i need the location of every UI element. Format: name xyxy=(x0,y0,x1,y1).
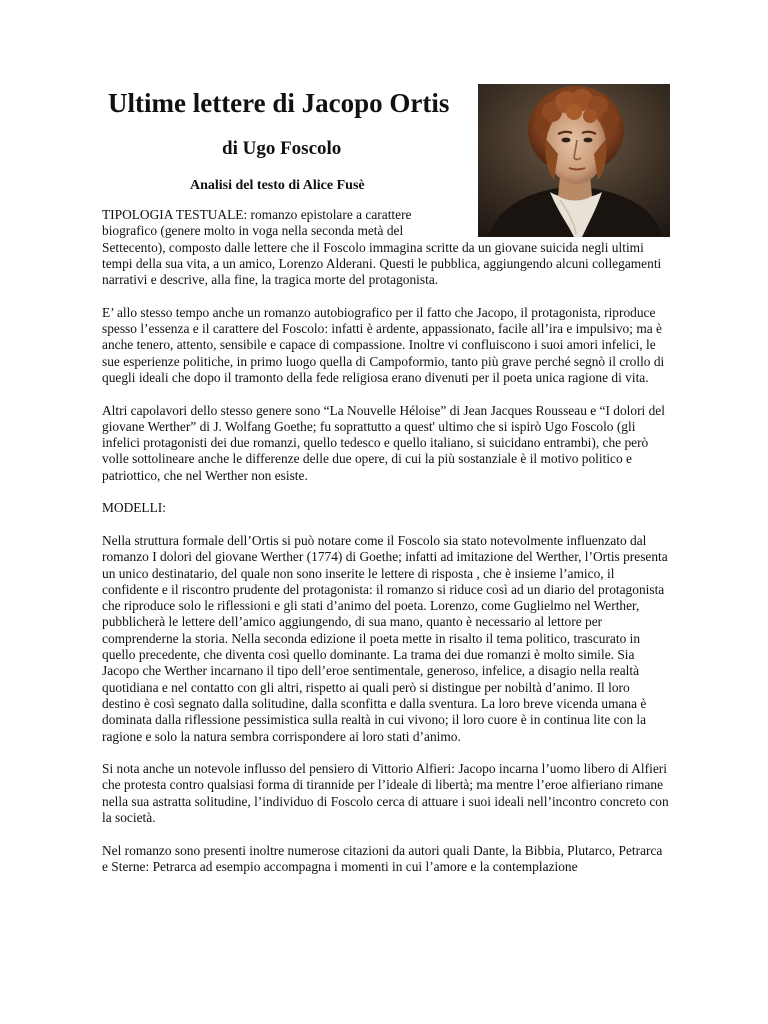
paragraph-tipologia: TIPOLOGIA TESTUALE: romanzo epistolare a carattere biografico (genere molto in voga nella seconda metà del Settecento), composto dalle lettere che il Foscolo immagina scritte da un giovane suicida negli ultimi tempi della sua vita, a un amico, Lorenzo Alderani. Questi le pubblica, aggiungendo alcuni collegamenti narrativi e descrive, alla fine, la tragica morte del protagonista. xyxy=(102,207,662,288)
section-heading-modelli: MODELLI: xyxy=(102,500,166,516)
paragraph-autobiografico: E’ allo stesso tempo anche un romanzo autobiografico per il fatto che Jacopo, il protagonista, riproduce spesso l’essenza e il carattere del Foscolo: infatti è ardente, appassionato, facile all’ira e impulsivo; ma è anche tenero, attento, sensibile e capace di compassione. Inoltre vi confluiscono i suoi amori infelici, le sue esperienze politiche, in primo luogo quella di Campoformio, tanto più grave perché segnò il crollo di quegli ideali che dopo il tramonto della fede religiosa erano divenuti per il poeta unica ragione di vita. xyxy=(102,304,665,385)
paragraph-alfieri: Si nota anche un notevole influsso del pensiero di Vittorio Alfieri: Jacopo incarna l’uomo libero di Alfieri che protesta contro qualsiasi forma di tirannide per l’ideale di libertà; ma mentre l’eroe alfieriano rimane nella sua astratta solitudine, l’individuo di Foscolo cerca di attuare i suoi ideali nell’incontro concreto con la società. xyxy=(102,761,669,825)
document-subtitle: Analisi del testo di Alice Fusè xyxy=(190,178,365,193)
portrait-text-wrap-spacer xyxy=(434,207,670,237)
document-body xyxy=(102,207,670,891)
paragraph-citazioni: Nel romanzo sono presenti inoltre numerose citazioni da autori quali Dante, la Bibbia, Plutarco, Petrarca e Sterne: Petrarca ad esempio accompagna i momenti in cui l’amore e la contemplazione xyxy=(102,842,663,874)
document-author: di Ugo Foscolo xyxy=(222,138,342,159)
paragraph-capolavori: Altri capolavori dello stesso genere sono “La Nouvelle Héloise” di Jean Jacques Rousseau e “I dolori del giovane Werther” di J. Wolfang Goethe; fu soprattutto a quest' ultimo che si ispirò Ugo Foscolo (gli infelici protagonisti dei due romanzi, quello tedesco e quello italiano, si suicidano entrambi), che però volle sottolineare anche le differenze delle due opere, di cui la più sostanziale è il motivo politico e patriottico, che nel Werther non esiste. xyxy=(102,402,665,483)
paragraph-struttura: Nella struttura formale dell’Ortis si può notare come il Foscolo sia stato notevolmente influenzato dal romanzo I dolori del giovane Werther (1774) di Goethe; infatti ad imitazione del Werther, l’Ortis presenta un unico destinatario, del quale non sono inserite le lettere di risposta , che è insieme l’amico, il confidente e il riscontro prudente del protagonista: il romanzo si riduce così ad un diario del protagonista che riproduce solo le riflessioni e gli stati d’animo del poeta. Lorenzo, come Guglielmo nel Werther, pubblicherà le lettere dell’amico aggiungendo, di sua mano, quanto è necessario al lettore per comprenderne la storia. Nella seconda edizione il poeta mette in risalto il tema politico, trascurato in quello precedente, che diventa così quello dominante. La trama dei due romanzi è molto simile. Sia Jacopo che Werther incarnano il tipo dell’eroe sentimentale, generoso, infelice, a disagio nella realtà quotidiana e nel contatto con gli altri, rispetto ai quali però si distingue per nobiltà d’animo. Il loro destino è così segnato dalla solitudine, dalla sconfitta e dalla sventura. La loro breve vicenda umana è dominata dalla riflessione pessimistica sulla realtà in cui vivono; il loro cuore è in continua lite con la ragione e solo la natura sembra corrispondere ai loro stati d’animo. xyxy=(102,532,668,744)
document-title: Ultime lettere di Jacopo Ortis xyxy=(108,88,450,118)
